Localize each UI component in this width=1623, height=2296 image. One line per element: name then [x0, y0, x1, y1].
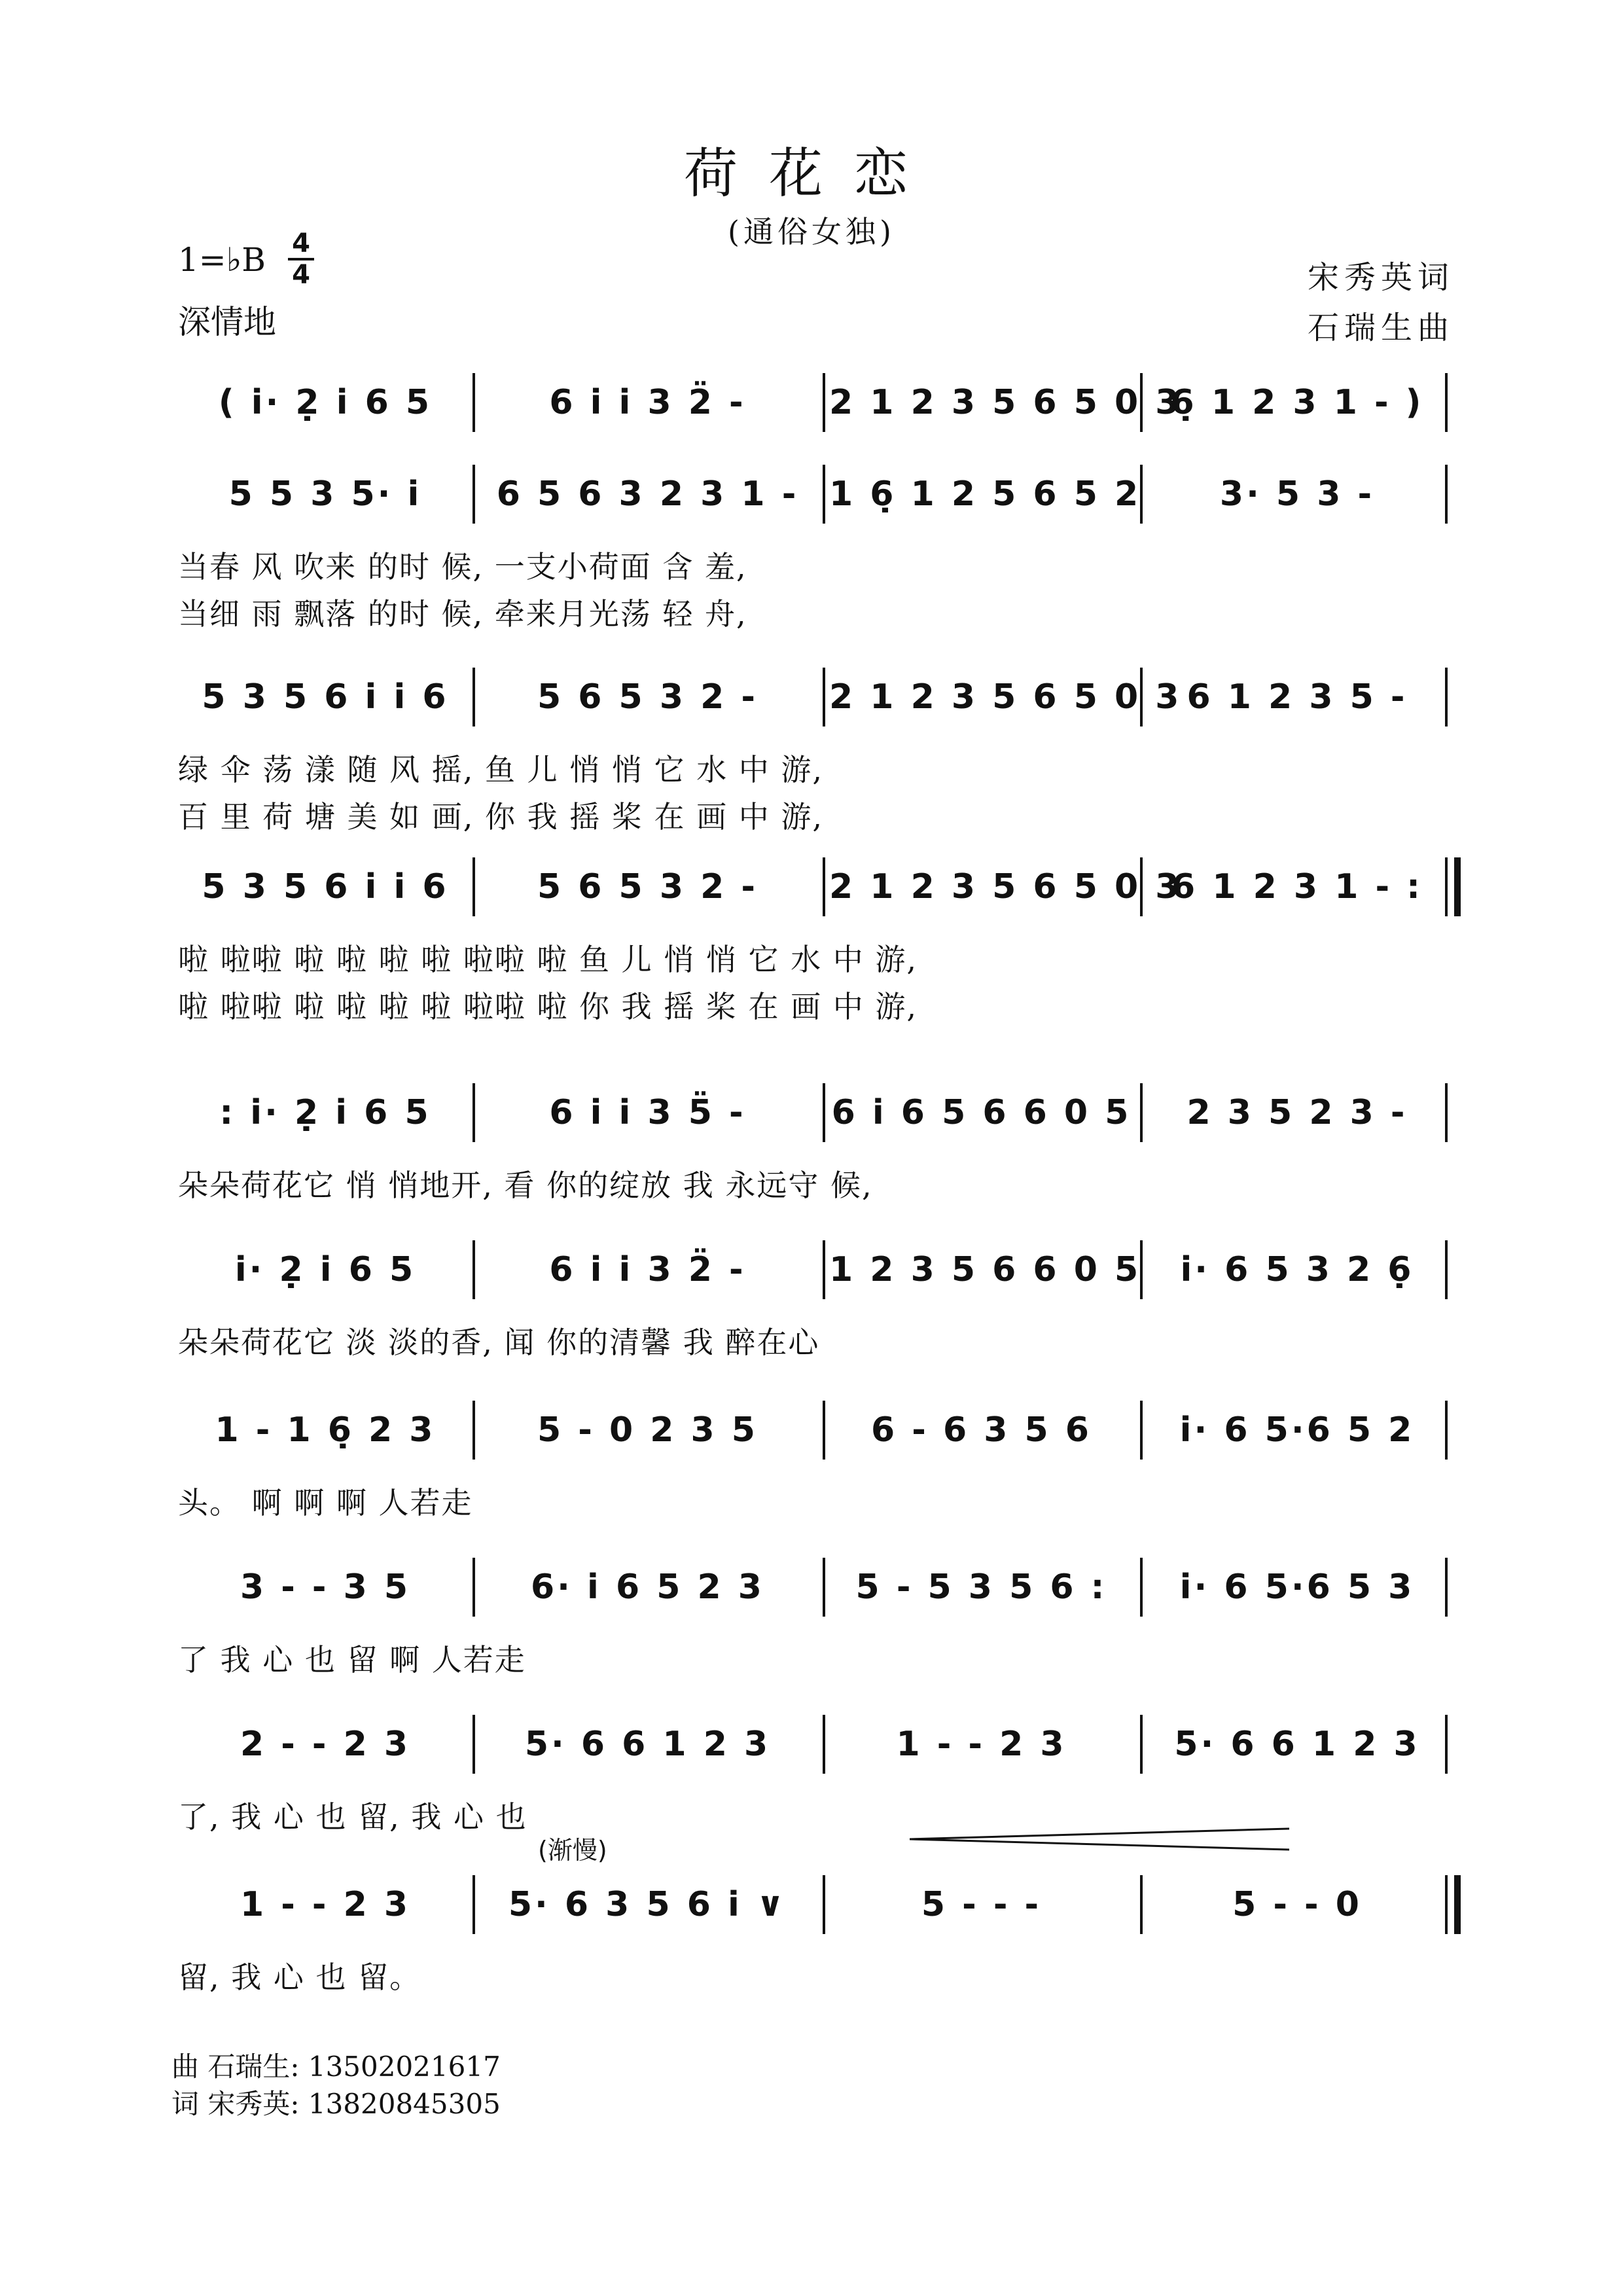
barline — [473, 1715, 475, 1774]
measure: 5 3 5 6 i i 6 — [202, 677, 449, 717]
time-signature — [288, 229, 314, 289]
measure: 6̣ 1 2 3 1 - ) — [1170, 383, 1424, 422]
music-system — [178, 1551, 1454, 1715]
barline — [473, 1558, 475, 1617]
measure: 2 1 2 3 5 6 5 0 3 — [829, 867, 1182, 906]
lyric-line: 了 我 心 也 留 啊 人若走 — [178, 1642, 526, 1677]
barline — [1140, 465, 1143, 524]
barline — [1140, 1875, 1143, 1934]
notation-row — [178, 1234, 1454, 1306]
barline — [823, 1083, 825, 1142]
barline — [823, 1715, 825, 1774]
measure: 1 2 3 5 6 6 0 5 — [829, 1250, 1141, 1289]
measure: 5 - 0 2 3 5 — [537, 1410, 758, 1450]
measure: 6 i i 3 5̈ - — [549, 1093, 746, 1132]
lyric-line: 留, 我 心 也 留。 — [178, 1960, 421, 1995]
measure: 3· 5 3 - — [1219, 475, 1375, 514]
lyric-line: 头。 啊 啊 啊 人若走 — [178, 1485, 473, 1520]
measure: 5 - 5 3 5 6 : — [855, 1568, 1107, 1607]
measure: 6 - 6 3 5 6 — [870, 1410, 1092, 1450]
measure: 5 - - - — [921, 1885, 1042, 1924]
music-system — [178, 661, 1454, 834]
music-system — [178, 458, 1454, 632]
measure: 1 - 1 6̣ 2 3 — [215, 1410, 436, 1450]
music-system — [178, 1234, 1454, 1397]
notation-row — [178, 1708, 1454, 1780]
barline — [823, 465, 825, 524]
barline — [473, 373, 475, 432]
barline — [1445, 1401, 1448, 1460]
measure: 6 i i 3 2̈ - — [549, 383, 746, 422]
barline — [1445, 1875, 1461, 1934]
time-bottom: 4 — [288, 258, 314, 289]
measure: 6 5 6 3 2 3 1 - — [496, 475, 799, 514]
measure: 6 1 2 3 1 - : — [1171, 867, 1423, 906]
music-system — [178, 851, 1454, 1024]
slowing-annotation: (渐慢) — [538, 1836, 607, 1865]
lyric-line: 啦 啦啦 啦 啦 啦 啦 啦啦 啦 鱼 儿 悄 悄 它 水 中 游, — [178, 942, 918, 977]
notation-row — [178, 458, 1454, 530]
barline — [1445, 857, 1461, 916]
measure: 5 6 5 3 2 - — [537, 677, 758, 717]
barline — [1445, 1240, 1448, 1299]
lyric-line: 了, 我 心 也 留, 我 心 也 — [178, 1799, 527, 1835]
measure: 3 - - 3 5 — [240, 1568, 411, 1607]
subtitle: (通俗女独) — [728, 214, 895, 249]
contact-lyricist: 词 宋秀英: 13820845305 — [171, 2088, 501, 2120]
barline — [473, 1875, 475, 1934]
lyric-line: 绿 伞 荡 漾 随 风 摇, 鱼 儿 悄 悄 它 水 中 游, — [178, 752, 823, 787]
barline — [1140, 668, 1143, 726]
measure: 6 1 2 3 5 - — [1186, 677, 1408, 717]
notation-row — [178, 1869, 1454, 1941]
notation-row — [178, 1077, 1454, 1149]
barline — [823, 1558, 825, 1617]
barline — [473, 1240, 475, 1299]
notation-row — [178, 661, 1454, 733]
measure: 6 i 6 5 6 6 0 5 — [831, 1093, 1132, 1132]
tempo-marking: 深情地 — [178, 303, 276, 341]
measure: 1 - - 2 3 — [896, 1725, 1067, 1764]
barline — [823, 668, 825, 726]
barline — [1445, 1083, 1448, 1142]
measure: 5 6 5 3 2 - — [537, 867, 758, 906]
barline — [473, 668, 475, 726]
barline — [1140, 1240, 1143, 1299]
lyricist-credit: 宋秀英词 — [1307, 259, 1454, 296]
lyric-line: 朵朵荷花它 悄 悄地开, 看 你的绽放 我 永远守 候, — [178, 1168, 873, 1203]
barline — [473, 465, 475, 524]
barline — [1445, 1558, 1448, 1617]
measure: 2 - - 2 3 — [240, 1725, 411, 1764]
contact-composer: 曲 石瑞生: 13502021617 — [171, 2051, 501, 2083]
measure: 2 1 2 3 5 6 5 0 3 — [829, 383, 1182, 422]
notation-row — [178, 1551, 1454, 1623]
notation-row — [178, 367, 1454, 439]
barline — [1140, 1558, 1143, 1617]
lyric-line: 当春 风 吹来 的时 候, 一支小荷面 含 羞, — [178, 549, 747, 584]
measure: 1 - - 2 3 — [240, 1885, 411, 1924]
barline — [1445, 1715, 1448, 1774]
lyric-line: 百 里 荷 塘 美 如 画, 你 我 摇 桨 在 画 中 游, — [178, 799, 823, 834]
measure: i· 6 5·6 5 3 — [1179, 1568, 1415, 1607]
measure: 5· 6 3 5 6 i ∨ — [508, 1885, 787, 1924]
measure: : i· 2̣ i 6 5 — [219, 1093, 431, 1132]
measure: i· 6 5 3 2 6̣ — [1180, 1250, 1414, 1289]
measure: i· 2̣ i 6 5 — [234, 1250, 416, 1289]
lyric-line: 啦 啦啦 啦 啦 啦 啦 啦啦 啦 你 我 摇 桨 在 画 中 游, — [178, 989, 918, 1024]
barline — [473, 1401, 475, 1460]
barline — [823, 1401, 825, 1460]
measure: i· 6 5·6 5 2 — [1179, 1410, 1415, 1450]
measure: 5· 6 6 1 2 3 — [524, 1725, 771, 1764]
barline — [473, 1083, 475, 1142]
key-signature: 1=♭B — [178, 241, 266, 279]
lyric-line: 当细 雨 飘落 的时 候, 牵来月光荡 轻 舟, — [178, 596, 747, 632]
notation-row — [178, 1394, 1454, 1466]
music-system — [178, 1077, 1454, 1240]
time-top: 4 — [292, 228, 310, 259]
measure: 5 5 3 5· i — [228, 475, 422, 514]
decrescendo-hairpin — [910, 1826, 1289, 1852]
music-system — [178, 1869, 1454, 2032]
notation-row — [178, 851, 1454, 923]
measure: 6· i 6 5 2 3 — [530, 1568, 764, 1607]
composer-credit: 石瑞生曲 — [1307, 310, 1454, 346]
barline — [823, 1240, 825, 1299]
barline — [1445, 373, 1448, 432]
barline — [1140, 1083, 1143, 1142]
barline — [473, 857, 475, 916]
measure: 2 1 2 3 5 6 5 0 3 — [829, 677, 1182, 717]
barline — [823, 857, 825, 916]
measure: ( i· 2̣ i 6 5 — [218, 383, 433, 422]
barline — [1140, 857, 1143, 916]
barline — [1140, 1401, 1143, 1460]
measure: 2 3 5 2 3 - — [1186, 1093, 1408, 1132]
measure: 1 6̣ 1 2 5 6 5 2 — [829, 475, 1141, 514]
page-title: 荷花恋 — [683, 143, 939, 205]
barline — [1140, 1715, 1143, 1774]
barline — [823, 1875, 825, 1934]
barline — [823, 373, 825, 432]
lyric-line: 朵朵荷花它 淡 淡的香, 闻 你的清馨 我 醉在心 — [178, 1325, 820, 1360]
measure: 5· 6 6 1 2 3 — [1174, 1725, 1420, 1764]
measure: 6 i i 3 2̈ - — [549, 1250, 746, 1289]
measure: 5 - - 0 — [1232, 1885, 1362, 1924]
music-system — [178, 1394, 1454, 1558]
measure: 5 3 5 6 i i 6 — [202, 867, 449, 906]
barline — [1140, 373, 1143, 432]
barline — [1445, 465, 1448, 524]
barline — [1445, 668, 1448, 726]
